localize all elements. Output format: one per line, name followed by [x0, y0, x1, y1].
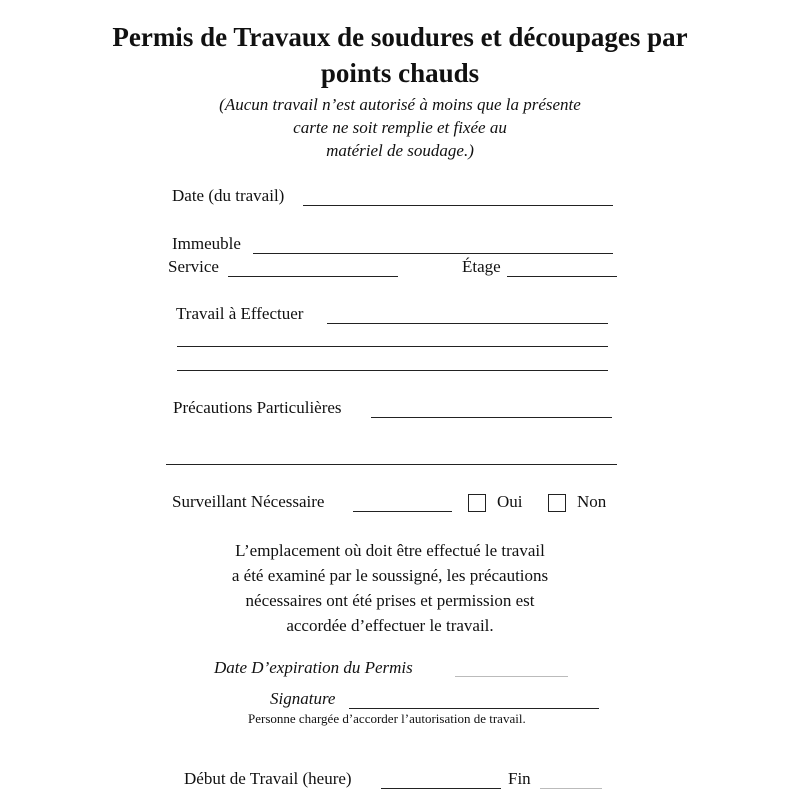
precautions-field[interactable]	[371, 417, 612, 418]
floor-label: Étage	[462, 257, 501, 276]
service-label: Service	[168, 257, 219, 276]
end-time-label: Fin	[508, 769, 531, 788]
form-subtitle-line3: matériel de soudage.)	[326, 141, 474, 160]
signature-note: Personne chargée d’accorder l’autorisation de travail.	[248, 711, 526, 726]
service-field[interactable]	[228, 276, 398, 277]
precautions-field-line2[interactable]	[166, 464, 617, 465]
statement-line2: a été examiné par le soussigné, les précautions	[231, 566, 549, 585]
form-title-line2: points chauds	[320, 58, 480, 88]
no-label: Non	[577, 492, 607, 511]
statement-line3: nécessaires ont été prises et permission est	[245, 591, 535, 610]
building-field[interactable]	[253, 253, 613, 254]
building-label: Immeuble	[172, 234, 241, 253]
supervisor-label: Surveillant Nécessaire	[172, 492, 325, 511]
statement-line1: L’emplacement où doit être effectué le travail	[235, 541, 545, 560]
date-field[interactable]	[303, 205, 613, 206]
form-title-line1: Permis de Travaux de soudures et découpages par	[112, 22, 688, 52]
start-time-label: Début de Travail (heure)	[184, 769, 352, 788]
form-subtitle-line2: carte ne soit remplie et fixée au	[293, 118, 507, 137]
expiry-label: Date D’expiration du Permis	[214, 658, 413, 677]
floor-field[interactable]	[507, 276, 617, 277]
work-field-line3[interactable]	[177, 370, 608, 371]
yes-checkbox[interactable]	[468, 494, 486, 512]
work-label: Travail à Effectuer	[176, 304, 304, 323]
form-subtitle-line1: (Aucun travail n’est autorisé à moins que la présente	[219, 95, 581, 114]
precautions-label: Précautions Particulières	[173, 398, 342, 417]
signature-label: Signature	[270, 689, 336, 708]
signature-field[interactable]	[349, 708, 599, 709]
work-field-line2[interactable]	[177, 346, 608, 347]
expiry-field[interactable]	[455, 676, 568, 677]
work-field[interactable]	[327, 323, 608, 324]
statement-line4: accordée d’effectuer le travail.	[286, 616, 494, 635]
start-time-field[interactable]	[381, 788, 501, 789]
date-label: Date (du travail)	[172, 186, 285, 205]
no-checkbox[interactable]	[548, 494, 566, 512]
end-time-field[interactable]	[540, 788, 602, 789]
yes-label: Oui	[497, 492, 523, 511]
supervisor-field[interactable]	[353, 511, 452, 512]
